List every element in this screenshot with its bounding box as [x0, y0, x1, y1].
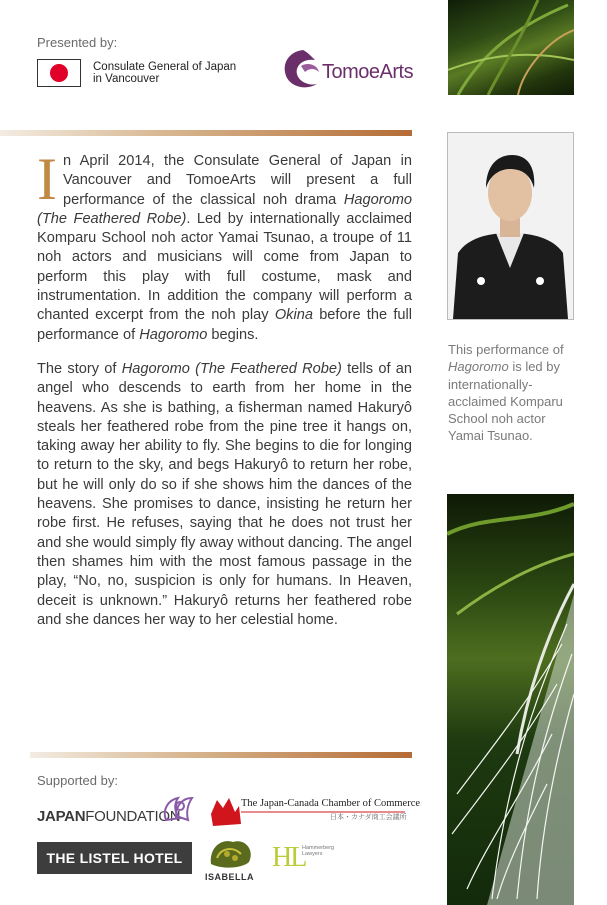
jccc-japanese-name: 日本・カナダ商工会議所: [330, 814, 407, 821]
tomoe-arts-name: TomoeArts: [322, 61, 414, 83]
caption-text-b: is led by internationally-acclaimed Komparu School noh actor Yamai Tsunao.: [448, 359, 563, 444]
consulate-line-2: in Vancouver: [93, 73, 160, 85]
japan-flag-icon: [37, 59, 81, 87]
caption-title: Hagoromo: [448, 359, 509, 375]
p1-hagoromo: Hagoromo: [139, 326, 208, 343]
presented-by-label: Presented by:: [37, 35, 118, 50]
p1-text-b: . Led by internationally acclaimed Komparu School noh actor Yamai Tsunao, a troupe of 11 noh actors and musicians will come from Japan to perform this play with full costume, mask and instrumentation. In addition the company will perform a chanted excerpt from the noh play: [37, 210, 412, 324]
paragraph-2: [37, 360, 412, 630]
listel-hotel-logo: THE LISTEL HOTEL: [37, 842, 192, 874]
japan-foundation-logo: [37, 808, 180, 825]
p2-text-b: tells of an angel who descends to earth from her home in the heavens. As she is bathing, a fisherman named Hakuryô steals her feathered robe from the pine tree it hangs on, taking away her ability to fly. She begins to die for longing to return to the sky, and begs Hakuryô to return her robe, but he will only do so if she shows him the dances of the heavens. She promises to dance, insisting he return her robe first. He refuses, saying that he does not trust her and she would simply fly away without dancing. The angel then shames him with the most famous passage in the play, “No, no, suspicion is only for humans. In Heaven, deceit is unknown.” Hakuryô returns her feathered robe and she dances her way to her celestial home.: [37, 360, 412, 628]
caption-text-a: This performance of: [448, 342, 564, 357]
article-body: [37, 146, 412, 645]
actor-portrait-photo: [447, 132, 574, 320]
jf-thin-text: FOUNDATION: [85, 808, 181, 825]
p2-text-a: The story of: [37, 360, 122, 377]
consulate-line-1: Consulate General of Japan: [93, 61, 237, 73]
japan-foundation-flower-icon: [160, 792, 194, 824]
p1-text-a: n April 2014, the Consulate General of Japan in Vancouver and TomoeArts will present a full performance of the classical noh drama: [62, 153, 412, 208]
isabella-name: ISABELLA: [205, 872, 254, 882]
supported-by-label: Supported by:: [37, 773, 118, 788]
consulate-logo-text: [93, 61, 268, 85]
jf-bold-text: JAPAN: [37, 808, 86, 825]
portrait-caption: [448, 341, 578, 445]
p1-title: Hagoromo (The Feathered Robe): [37, 191, 412, 227]
hl-logo: HL: [272, 842, 306, 873]
p1-okina: Okina: [274, 307, 313, 324]
feather-photo: [447, 494, 574, 905]
grass-photo: [448, 0, 574, 95]
divider-top: [0, 130, 412, 136]
jccc-name: The Japan-Canada Chamber of Commerce: [241, 798, 421, 809]
p2-title: Hagoromo (The Feathered Robe): [121, 360, 342, 377]
paragraph-1: [37, 146, 412, 345]
p1-text-c: before the full performance of: [37, 307, 412, 343]
drop-cap: I: [37, 146, 57, 212]
hl-firm-name: Hammerberg Lawyers: [302, 845, 335, 857]
divider-bottom: [30, 752, 412, 758]
p1-text-d: begins.: [207, 326, 259, 343]
